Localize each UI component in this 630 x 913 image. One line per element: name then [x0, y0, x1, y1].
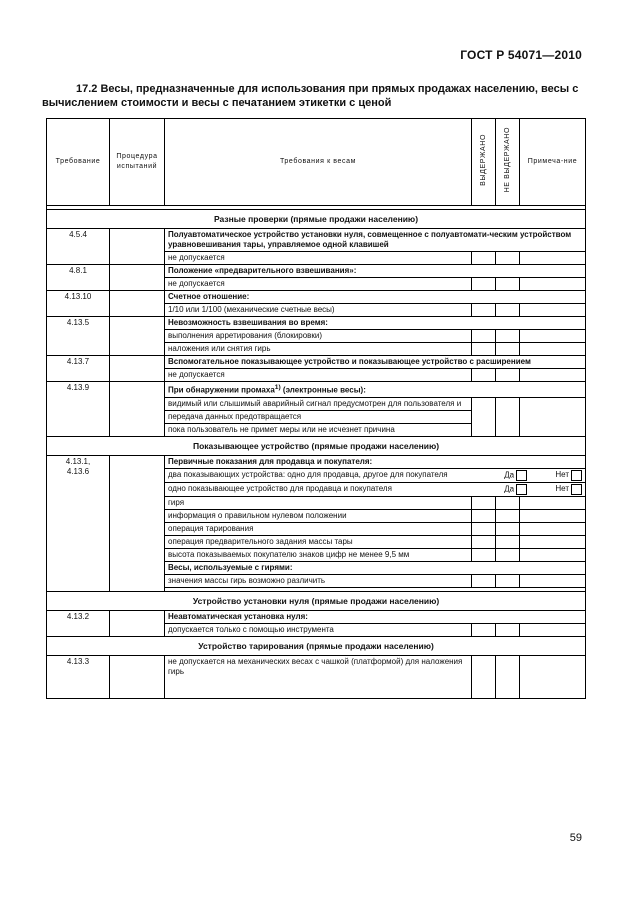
failed-cell[interactable]: [496, 574, 520, 587]
table-row: [47, 265, 586, 278]
col-header-passed: ВЫДЕРЖАНО: [472, 119, 496, 206]
note-cell[interactable]: [520, 252, 586, 265]
yes-checkbox[interactable]: [516, 484, 527, 495]
band-indicating-device: Показывающее устройство (прямые продажи населению): [47, 436, 586, 455]
req-subtext: значения массы гирь возможно различить: [165, 574, 472, 587]
req-text: Положение «предварительного взвешивания»:: [165, 265, 586, 278]
failed-cell[interactable]: [496, 623, 520, 636]
req-subtext: допускается только с помощью инструмента: [165, 623, 472, 636]
passed-cell[interactable]: [472, 330, 496, 343]
req-subtext: передача данных предотвращается: [165, 410, 472, 423]
req-subtext: информация о правильном нулевом положении: [165, 509, 472, 522]
failed-cell[interactable]: [496, 535, 520, 548]
passed-cell[interactable]: [472, 304, 496, 317]
passed-cell[interactable]: [472, 509, 496, 522]
col-header-requirement: Требование: [47, 119, 110, 206]
checklist-table: [46, 118, 586, 699]
footnote-mark: 1): [274, 384, 281, 391]
req-subtext: гиря: [165, 496, 472, 509]
passed-cell[interactable]: [472, 252, 496, 265]
req-ref: 4.13.3: [47, 655, 110, 698]
req-subtext: пока пользователь не примет меры или не исчезнет причина: [165, 423, 472, 436]
note-cell[interactable]: [520, 278, 586, 291]
table-row: [47, 291, 586, 304]
procedure-cell: [110, 655, 165, 698]
failed-cell[interactable]: [496, 522, 520, 535]
req-ref: 4.13.5: [47, 317, 110, 356]
failed-cell[interactable]: [496, 343, 520, 356]
note-cell[interactable]: [520, 343, 586, 356]
note-cell[interactable]: [520, 522, 586, 535]
req-text: Полуавтоматическое устройство установки нуля, совмещенное с полуавтомати-ческим устройством уравновешивания тары, управляемое одной клавишей: [165, 229, 586, 252]
procedure-cell: [110, 455, 165, 591]
band-tare-device: Устройство тарирования (прямые продажи населению): [47, 636, 586, 655]
req-ref: 4.13.2: [47, 610, 110, 636]
procedure-cell: [110, 229, 165, 265]
req-text: Неавтоматическая установка нуля:: [165, 610, 586, 623]
failed-cell[interactable]: [496, 330, 520, 343]
passed-cell[interactable]: [472, 574, 496, 587]
col-header-failed: НЕ ВЫДЕРЖАНО: [496, 119, 520, 206]
section-text: Весы, предназначенные для использования при прямых продажах населению, весы с вычислением стоимости и весы с печатанием этикетки с ценой: [42, 83, 579, 109]
failed-cell[interactable]: [496, 304, 520, 317]
req-text: Первичные показания для продавца и покупателя:: [165, 455, 586, 468]
req-subtext: не допускается на механических весах с чашкой (платформой) для наложения гирь: [165, 655, 472, 698]
req-text: Вспомогательное показывающее устройство и показывающее устройство с расширением: [165, 356, 586, 369]
passed-cell[interactable]: [472, 343, 496, 356]
note-cell[interactable]: [520, 369, 586, 382]
req-ref: 4.8.1: [47, 265, 110, 291]
req-text: Невозможность взвешивания во время:: [165, 317, 586, 330]
passed-cell[interactable]: [472, 522, 496, 535]
req-text: Весы, используемые с гирями:: [165, 561, 586, 574]
failed-cell[interactable]: [496, 397, 520, 436]
note-cell[interactable]: [520, 623, 586, 636]
note-cell[interactable]: [520, 574, 586, 587]
procedure-cell: [110, 356, 165, 382]
section-number: 17.2: [76, 83, 98, 95]
note-cell[interactable]: [520, 330, 586, 343]
procedure-cell: [110, 610, 165, 636]
req-ref: 4.13.7: [47, 356, 110, 382]
table-row: [47, 229, 586, 252]
req-ref: 4.5.4: [47, 229, 110, 265]
req-subtext: не допускается: [165, 252, 472, 265]
note-cell[interactable]: [520, 509, 586, 522]
col-header-scale-requirements: Требования к весам: [165, 119, 472, 206]
passed-cell[interactable]: [472, 548, 496, 561]
failed-cell[interactable]: [496, 509, 520, 522]
req-subtext: не допускается: [165, 369, 472, 382]
req-subtext: выполнения арретирования (блокировки): [165, 330, 472, 343]
req-ref: 4.13.1, 4.13.6: [47, 455, 110, 591]
req-subtext: наложения или снятия гирь: [165, 343, 472, 356]
failed-cell[interactable]: [496, 548, 520, 561]
req-subtext: высота показываемых покупателю знаков цифр не менее 9,5 мм: [165, 548, 472, 561]
note-cell[interactable]: [520, 304, 586, 317]
failed-cell[interactable]: [496, 252, 520, 265]
table-row: [47, 610, 586, 623]
failed-cell[interactable]: [496, 496, 520, 509]
procedure-cell: [110, 265, 165, 291]
passed-cell[interactable]: [472, 278, 496, 291]
yes-checkbox[interactable]: [516, 470, 527, 481]
passed-cell[interactable]: [472, 655, 496, 698]
req-subtext: операция предварительного задания массы тары: [165, 535, 472, 548]
no-checkbox[interactable]: [571, 484, 582, 495]
no-checkbox[interactable]: [571, 470, 582, 481]
table-row: [47, 382, 586, 398]
failed-cell[interactable]: [496, 655, 520, 698]
req-text: Счетное отношение:: [165, 291, 586, 304]
note-cell[interactable]: [520, 535, 586, 548]
table-row: [47, 655, 586, 698]
band-zero-setting: Устройство установки нуля (прямые продажи населению): [47, 591, 586, 610]
procedure-cell: [110, 291, 165, 317]
section-title: [42, 82, 582, 110]
note-cell[interactable]: [520, 655, 586, 698]
passed-cell[interactable]: [472, 496, 496, 509]
failed-cell[interactable]: [496, 369, 520, 382]
document-header: ГОСТ Р 54071—2010: [460, 48, 582, 62]
note-cell[interactable]: [520, 496, 586, 509]
col-header-note: Примеча-ние: [520, 119, 586, 206]
passed-cell[interactable]: [472, 397, 496, 436]
req-subtext: видимый или слышимый аварийный сигнал предусмотрен для пользователя и: [165, 397, 472, 410]
band-misc-checks: Разные проверки (прямые продажи населению): [47, 210, 586, 229]
failed-cell[interactable]: [496, 278, 520, 291]
req-subtext: одно показывающее устройство для продавца и покупателя Да Нет: [165, 482, 586, 496]
req-ref: 4.13.10: [47, 291, 110, 317]
procedure-cell: [110, 317, 165, 356]
req-subtext: 1/10 или 1/100 (механические счетные весы): [165, 304, 472, 317]
passed-cell[interactable]: [472, 535, 496, 548]
req-subtext: не допускается: [165, 278, 472, 291]
col-header-procedure: Процедура испытаний: [110, 119, 165, 206]
req-text: При обнаружении промаха$^{1)}$ (электронные весы):: [165, 382, 586, 398]
page-number: 59: [569, 832, 582, 844]
table-row: [47, 455, 586, 468]
req-subtext: два показывающих устройства: одно для продавца, другое для покупателя Да Нет: [165, 468, 586, 482]
req-subtext: операция тарирования: [165, 522, 472, 535]
table-row: [47, 356, 586, 369]
note-cell[interactable]: [520, 397, 586, 436]
table-row: [47, 317, 586, 330]
passed-cell[interactable]: [472, 623, 496, 636]
req-ref: 4.13.9: [47, 382, 110, 437]
procedure-cell: [110, 382, 165, 437]
table-header-row: [47, 119, 586, 206]
note-cell[interactable]: [520, 548, 586, 561]
passed-cell[interactable]: [472, 369, 496, 382]
